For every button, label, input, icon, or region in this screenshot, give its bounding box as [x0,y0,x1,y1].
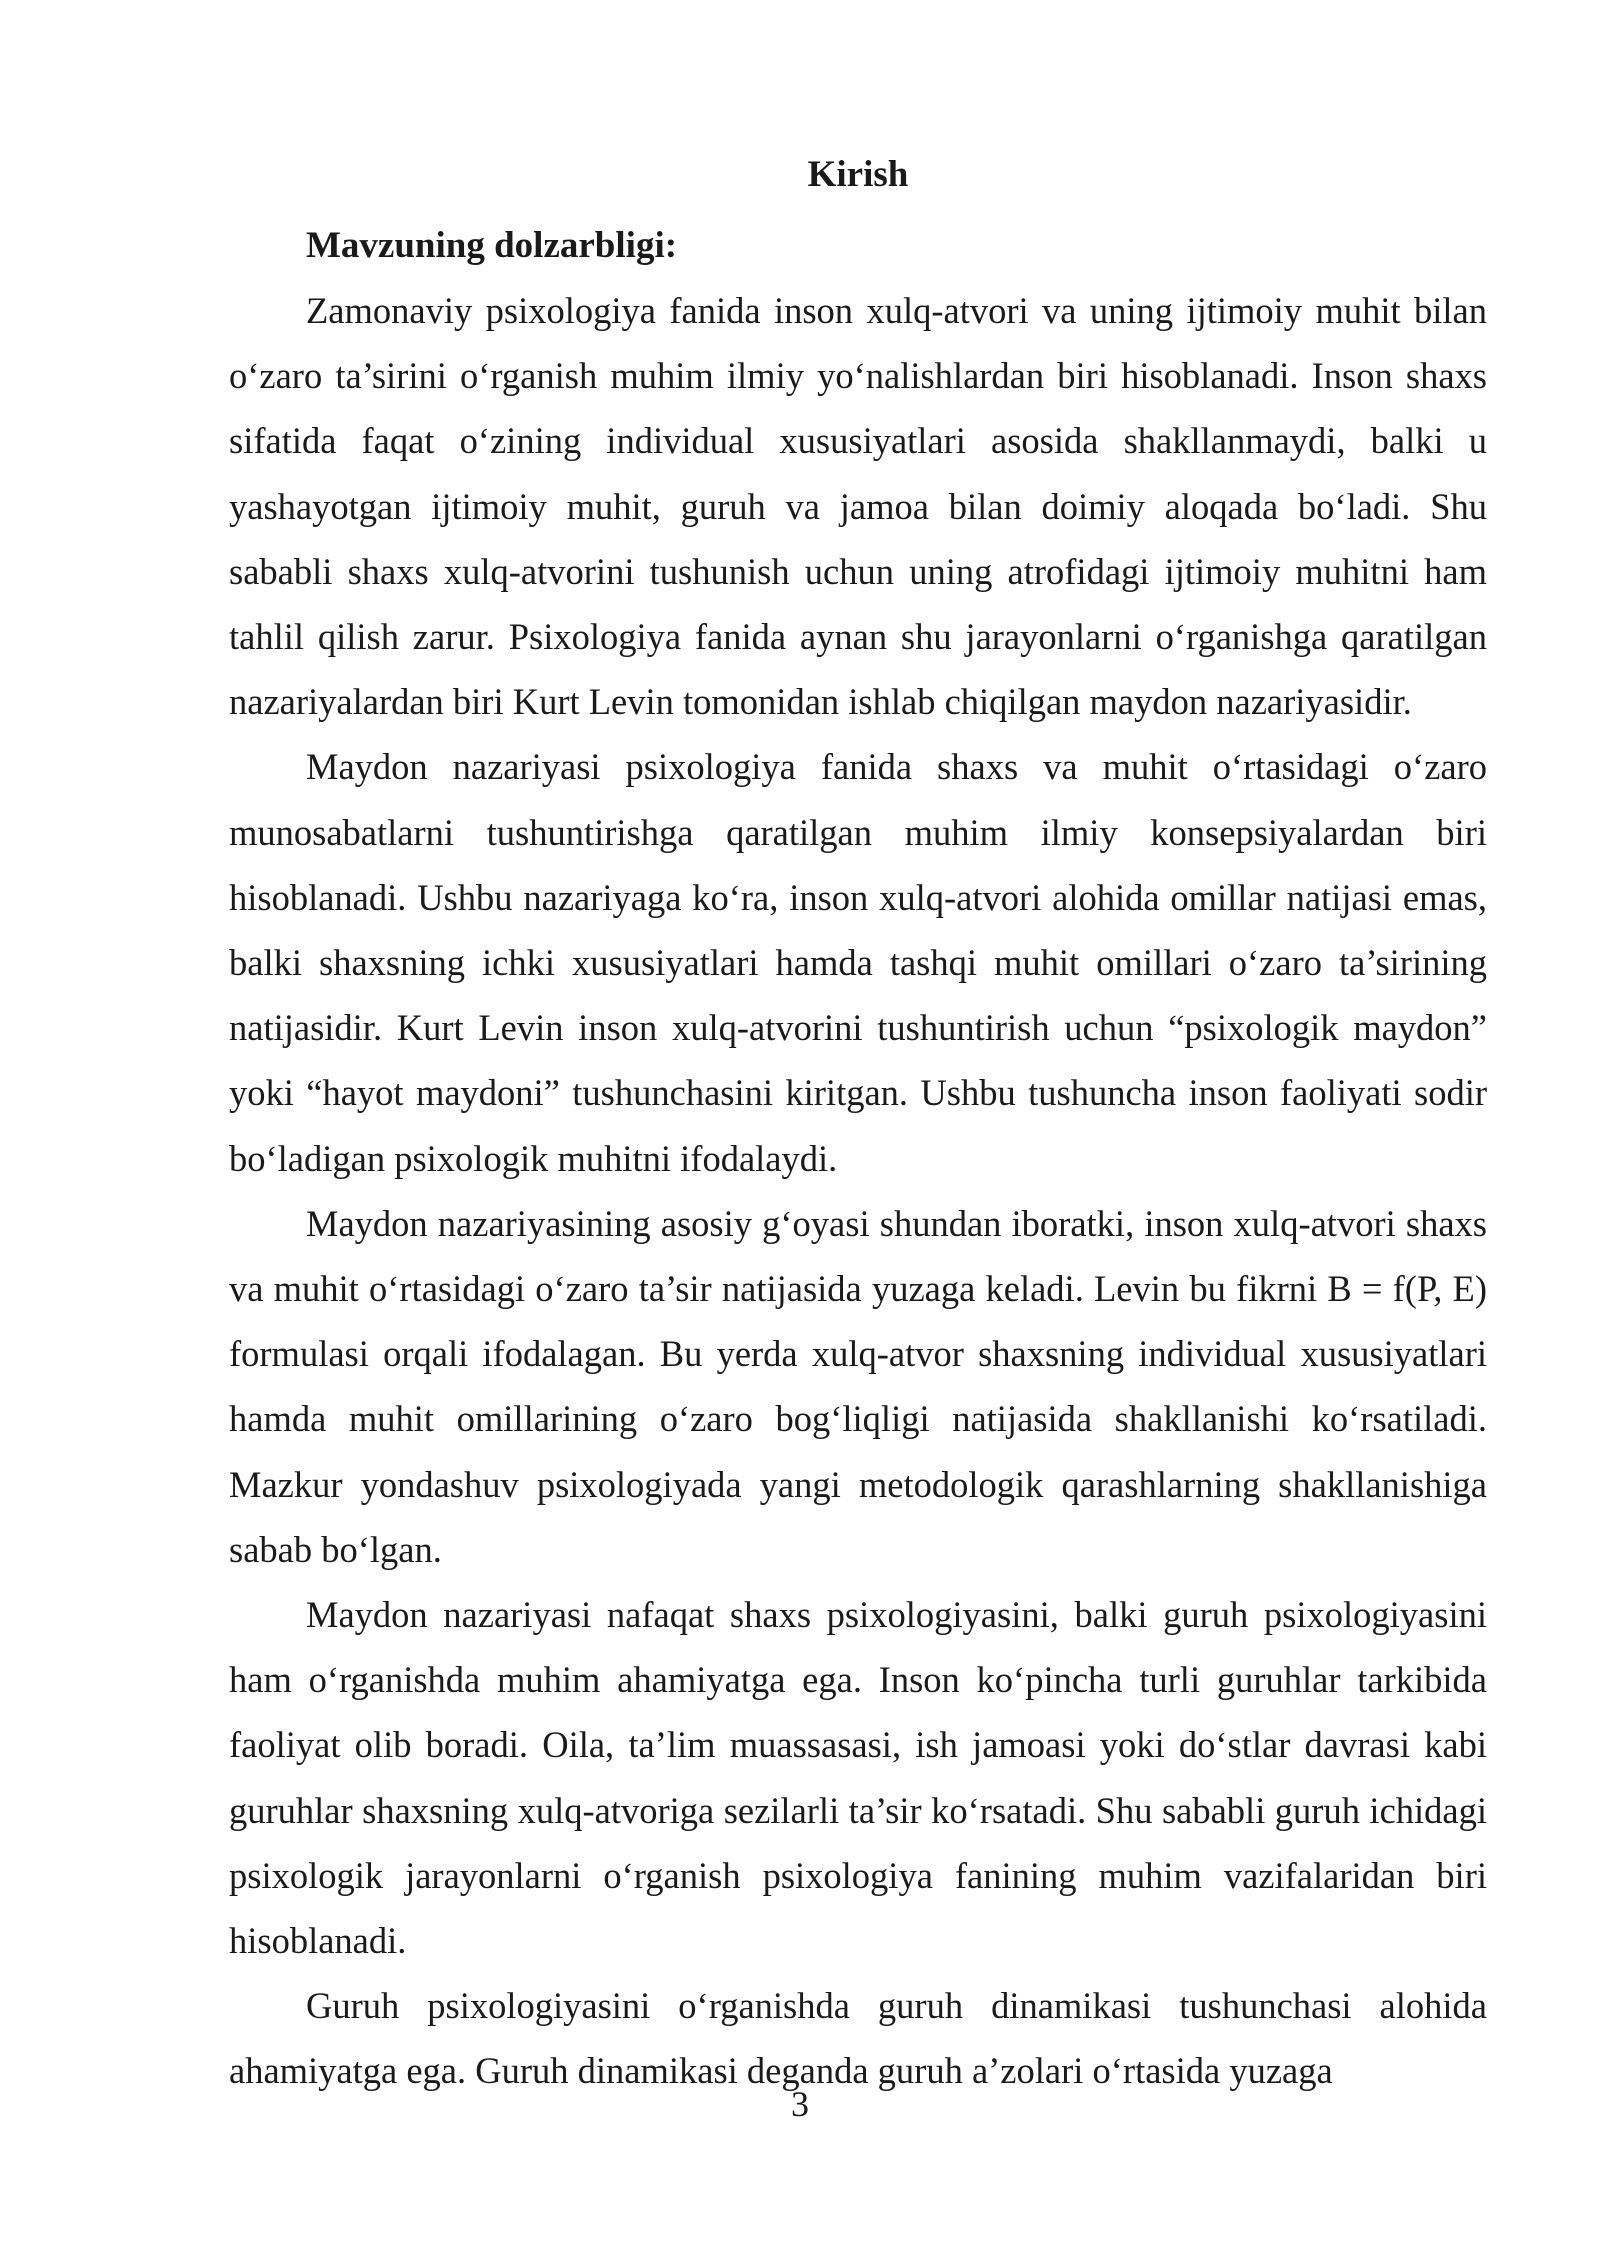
page-number: 3 [791,2084,809,2124]
paragraph: Guruh psixologiyasini o‘rganishda guruh dinamikasi tushunchasi alohida ahamiyatga ega. Guruh dinamikasi deganda guruh a’zolari o‘rtasida yuzaga [229,1985,1487,2092]
paragraph: Maydon nazariyasi psixologiya fanida shaxs va muhit o‘rtasidagi o‘zaro munosabatlarni tushuntirishga qaratilgan muhim ilmiy konsepsiyalardan biri hisoblanadi. Ushbu nazariyaga ko‘ra, inson xulq-atvori alohida omillar natijasi emas, balki shaxsning ichki xususiyatlari hamda tashqi muhit omillari o‘zaro ta’sirining natijasidir. Kurt Levin inson xulq-atvorini tushuntirish uchun “psixologik maydon” yoki “hayot maydoni” tushunchasini kiritgan. Ushbu tushuncha inson faoliyati sodir bo‘ladigan psixologik muhitni ifodalaydi. [229,746,1487,1179]
page-content [229,148,1487,2104]
section-heading: Mavzuning dolzarbligi: [306,225,678,266]
paragraph: Maydon nazariyasining asosiy g‘oyasi shundan iboratki, inson xulq-atvori shaxs va muhit o‘rtasidagi o‘zaro ta’sir natijasida yuzaga keladi. Levin bu fikrni B = f(P, E) formulasi orqali ifodalagan. Bu yerda xulq-atvor shaxsning individual xususiyatlari hamda muhit omillarining o‘zaro bog‘liqligi natijasida shakllanishi ko‘rsatiladi. Mazkur yondashuv psixologiyada yangi metodologik qarashlarning shakllanishiga sabab bo‘lgan. [229,1202,1487,1570]
paragraph: Zamonaviy psixologiya fanida inson xulq-atvori va uning ijtimoiy muhit bilan o‘zaro ta’sirini o‘rganish muhim ilmiy yo‘nalishlardan biri hisoblanadi. Inson shaxs sifatida faqat o‘zining individual xususiyatlari asosida shakllanmaydi, balki u yashayotgan ijtimoiy muhit, guruh va jamoa bilan doimiy aloqada bo‘ladi. Shu sababli shaxs xulq-atvorini tushunish uchun uning atrofidagi ijtimoiy muhitni ham tahlil qilish zarur. Psixologiya fanida aynan shu jarayonlarni o‘rganishga qaratilgan nazariyalardan biri Kurt Levin tomonidan ishlab chiqilgan maydon nazariyasidir. [229,290,1487,723]
paragraph: Maydon nazariyasi nafaqat shaxs psixologiyasini, balki guruh psixologiyasini ham o‘rganishda muhim ahamiyatga ega. Inson ko‘pincha turli guruhlar tarkibida faoliyat olib boradi. Oila, ta’lim muassasasi, ish jamoasi yoki do‘stlar davrasi kabi guruhlar shaxsning xulq-atvoriga sezilarli ta’sir ko‘rsatadi. Shu sababli guruh ichidagi psixologik jarayonlarni o‘rganish psixologiya fanining muhim vazifalaridan biri hisoblanadi. [229,1594,1487,1962]
page-title: Kirish [807,154,909,195]
